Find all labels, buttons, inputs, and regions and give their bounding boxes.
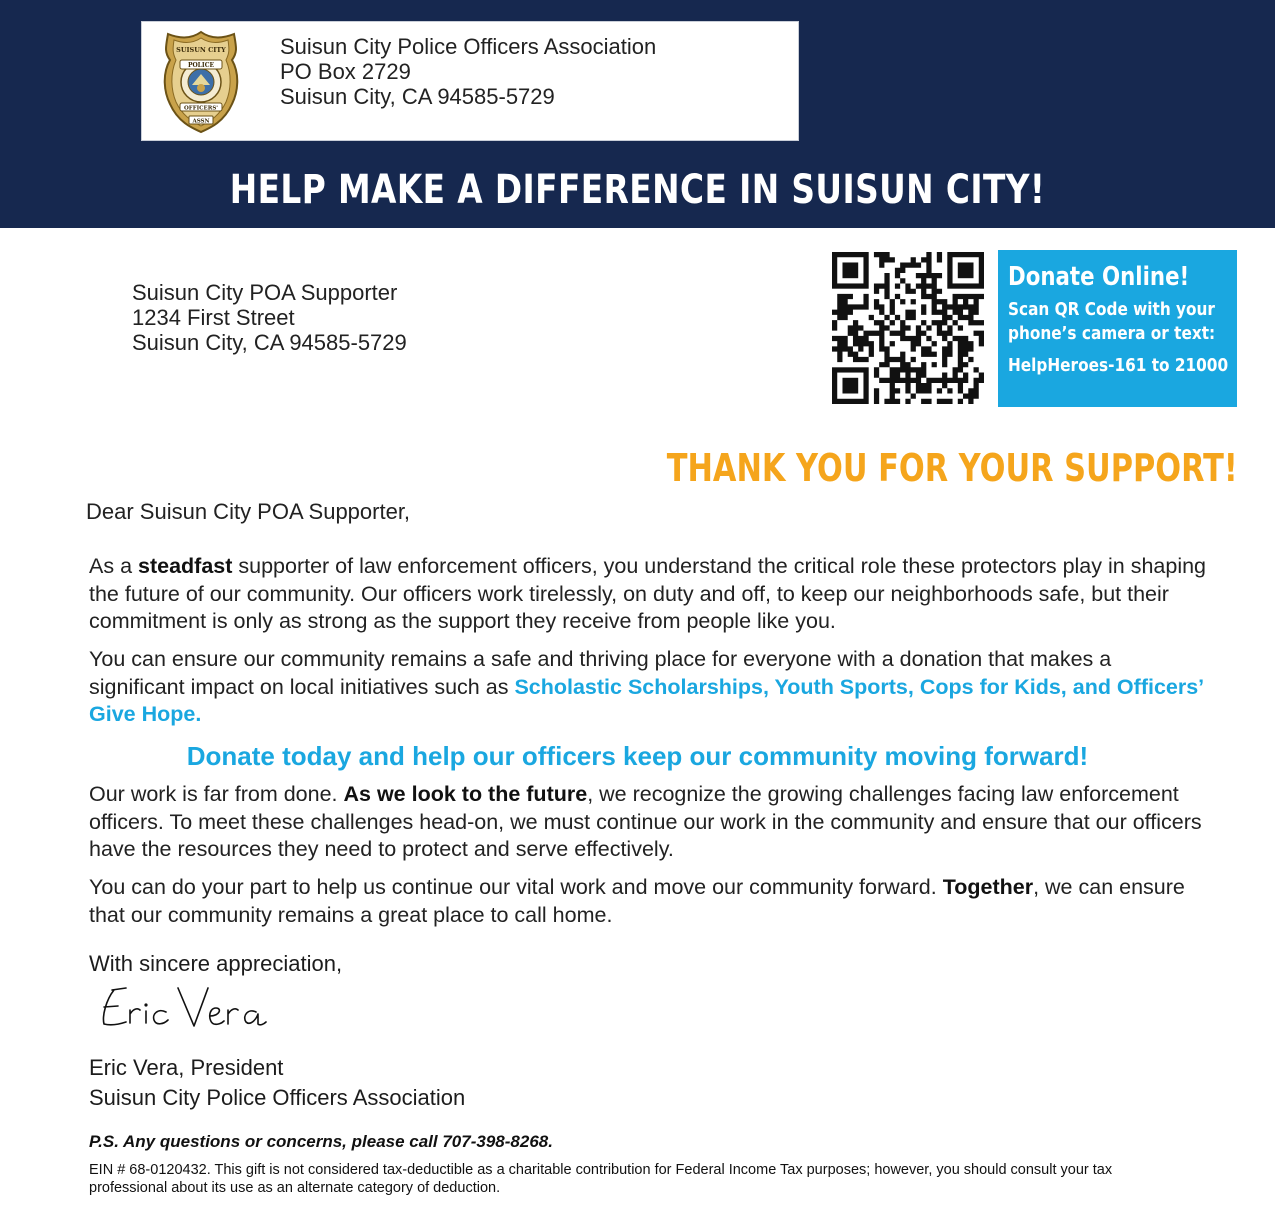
paragraph-1 <box>89 553 1209 636</box>
sender-name: Suisun City Police Officers Association <box>280 34 657 59</box>
handwritten-signature <box>96 980 276 1040</box>
paragraph-2 <box>89 646 1209 729</box>
paragraph-3-text-b: , we recognize the growing challenges facing law enforcement officers. To meet these challenges head-on, we must continue our work in the community and ensure that our officers have the resources they need to protect and serve effectively. <box>89 782 1202 861</box>
paragraph-2-text: You can ensure our community remains a safe and thriving place for everyone with a donation that makes a significant impact on local initiatives such as <box>89 647 1112 699</box>
ein-disclaimer: EIN # 68-0120432. This gift is not considered tax-deductible as a charitable contribution for Federal Income Tax purposes; however, you should consult your tax professional about its use as an alternate category of deduction. <box>89 1162 1113 1196</box>
donate-online-box <box>998 250 1237 407</box>
closing-line: With sincere appreciation, <box>89 951 343 976</box>
donate-online-title: Donate Online! <box>1008 262 1190 292</box>
sender-address <box>280 34 656 109</box>
headline: HELP MAKE A DIFFERENCE IN SUISUN CITY! <box>229 167 1046 213</box>
recipient-street: 1234 First Street <box>132 305 295 330</box>
recipient-name: Suisun City POA Supporter <box>132 280 398 305</box>
badge-banner-text: POLICE <box>187 62 215 69</box>
donate-instruction-line1: Scan QR Code with your <box>1008 299 1215 320</box>
paragraph-4 <box>89 874 1209 929</box>
police-badge-logo <box>162 30 240 134</box>
paragraph-4-text-b: , we can ensure that our community remains a great place to call home. <box>89 875 1185 927</box>
qr-finder-pattern <box>835 370 866 401</box>
donation-qr-code[interactable] <box>832 252 984 404</box>
recipient-address <box>132 280 407 355</box>
paragraph-4-bold: Together <box>942 875 1034 899</box>
sender-address-line1: PO Box 2729 <box>280 59 411 84</box>
paragraph-3 <box>89 781 1209 864</box>
donate-instruction-line2: phone’s camera or text: <box>1008 323 1216 344</box>
paragraph-1-text-a: As a <box>89 554 138 578</box>
paragraph-3-bold: As we look to the future <box>343 782 588 806</box>
sender-address-box <box>141 21 799 141</box>
recipient-city: Suisun City, CA 94585-5729 <box>132 330 407 355</box>
signer-block <box>89 1053 465 1113</box>
paragraph-1-bold: steadfast <box>138 554 233 578</box>
thank-you-heading: THANK YOU FOR YOUR SUPPORT! <box>666 446 1238 490</box>
donate-text-code: HelpHeroes-161 to 21000 <box>1008 355 1229 376</box>
initiatives-highlight: Scholastic Scholarships, Youth Sports, Cops for Kids, and Officers’ Give Hope. <box>89 674 1203 726</box>
paragraph-4-text-a: You can do your part to help us continue our vital work and move our community forward. <box>89 875 943 899</box>
badge-lower-text: OFFICERS' <box>184 105 218 112</box>
header-band <box>0 0 1275 228</box>
badge-arc-text: SUISUN CITY <box>176 46 226 54</box>
donate-instructions <box>1008 298 1221 346</box>
postscript: P.S. Any questions or concerns, please call 707-398-8268. <box>89 1132 553 1151</box>
qr-finder-pattern <box>835 255 866 286</box>
signer-name: Eric Vera, President <box>89 1055 284 1080</box>
paragraph-1-text-b: supporter of law enforcement officers, you understand the critical role these protectors play in shaping the future of our community. Our officers work tirelessly, on duty and off, to keep our neighborhoods safe, but their commitment is only as strong as the support they receive from people like you. <box>89 554 1207 633</box>
donate-call-to-action: Donate today and help our officers keep our community moving forward! <box>186 741 1089 771</box>
salutation: Dear Suisun City POA Supporter, <box>86 499 411 524</box>
paragraph-3-text-a: Our work is far from done. <box>89 782 344 806</box>
qr-finder-pattern <box>950 255 981 286</box>
signer-organization: Suisun City Police Officers Association <box>89 1085 466 1110</box>
sender-address-line2: Suisun City, CA 94585-5729 <box>280 84 555 109</box>
badge-bottom-text: ASSN <box>192 118 210 125</box>
